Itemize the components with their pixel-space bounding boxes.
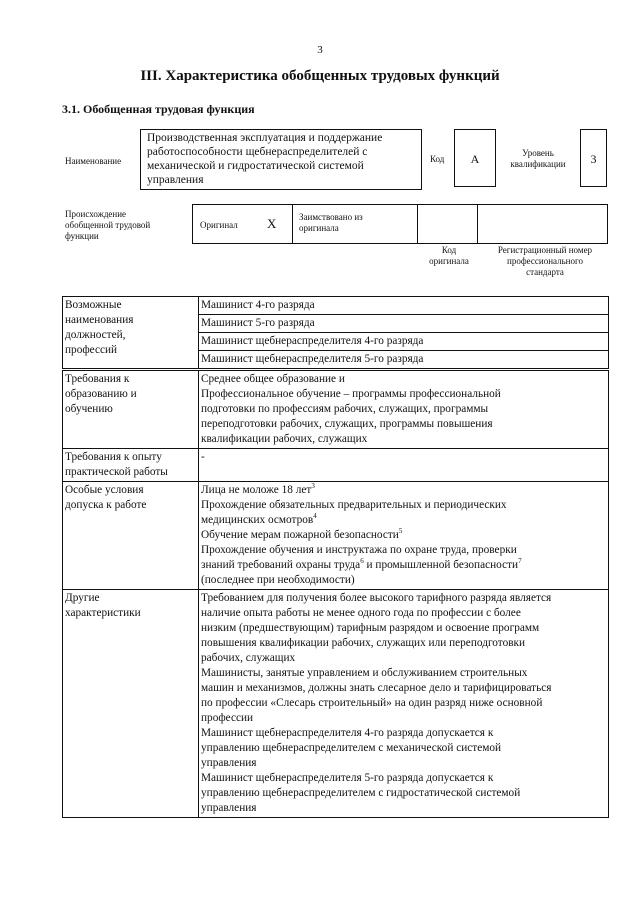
other-line: Машинист щебнераспределителя 5-го разряда допускается к [201,772,494,784]
education-line: подготовки по профессиям рабочих, служащих, программы [201,403,489,415]
positions-table [62,296,609,369]
education-label [63,371,199,449]
education-label-line: Требования к [65,373,130,385]
positions-label-line: должностей, [65,329,126,341]
origin-label-line: обобщенной трудовой [65,220,151,230]
position-item: Машинист щебнераспределителя 5-го разряда [199,351,609,369]
other-line: управлению щебнераспределителем с механической системой [201,742,502,754]
admission-value [199,482,609,590]
other-line: Машинисты, занятые управлением и обслуживанием строительных [201,667,528,679]
other-value [199,590,609,818]
level-label-line: Уровень [522,148,554,158]
admission-label [63,482,199,590]
education-value [199,371,609,449]
admission-line [201,558,606,573]
borrowed-label-line: Заимствовано из [299,212,363,222]
subsection-title: 3.1. Обобщенная трудовая функция [62,102,255,116]
caption-line: профессионального [507,256,583,266]
other-line: машин и механизмов, должны знать слесарное дело и тарифицироваться [201,682,552,694]
code-original-caption [412,245,486,267]
position-item: Машинист 5-го разряда [199,315,609,333]
positions-label-line: наименования [65,314,134,326]
level-value-box: 3 [580,129,607,187]
code-value-box: А [454,129,496,187]
function-name-line: Производственная эксплуатация и поддержание [147,132,383,144]
other-line: управлению щебнераспределителем с гидростатической системой [201,787,521,799]
other-line: Машинист щебнераспределителя 4-го разряда допускается к [201,727,494,739]
positions-label [63,297,199,369]
page-number: 3 [317,44,323,56]
origin-label [65,209,150,242]
function-name-line: управления [147,174,204,186]
admission-line [201,528,606,543]
other-line: рабочих, служащих [201,652,296,664]
admission-line [201,483,606,498]
education-label-line: образованию и [65,388,137,400]
caption-line: Регистрационный номер [497,245,593,255]
other-label [63,590,199,818]
level-label-line: квалификации [510,159,566,169]
experience-row [63,449,609,482]
borrowed-label-line: оригинала [299,223,339,233]
code-label: Код [430,154,445,164]
other-line: профессии [201,712,254,724]
admission-text: Лица не моложе 18 лет [201,484,312,496]
admission-label-line: Особые условия [65,484,144,496]
footnote-ref: 4 [313,512,317,521]
reg-number-caption [484,245,606,278]
admission-text: знаний требований охраны труда [201,559,361,571]
other-line: повышения квалификации рабочих, служащих или переподготовки [201,637,526,649]
education-line: Среднее общее образование и [201,373,345,385]
origin-label-line: функции [65,231,99,241]
other-row [63,590,609,818]
admission-text: и промышленной безопасности [363,559,519,571]
other-line: управления [201,757,257,769]
other-label-line: характеристики [65,607,141,619]
footnote-ref: 6 [360,557,364,566]
footnote-ref: 3 [311,482,315,491]
borrowed-label [299,212,363,234]
origin-table [192,204,608,244]
section-title: III. Характеристика обобщенных трудовых функций [140,68,500,84]
education-label-line: обучению [65,403,113,415]
education-line: переподготовки рабочих, служащих, программы повышения [201,418,493,430]
experience-value: - [199,449,609,482]
admission-line: Прохождение обязательных предварительных и периодических [201,499,507,511]
other-line: наличие опыта работы не менее одного года по профессии с более [201,607,521,619]
admission-text: Обучение мерам пожарной безопасности [201,529,399,541]
position-item: Машинист 4-го разряда [199,297,609,315]
positions-label-line: профессий [65,344,118,356]
education-line: квалификации рабочих, служащих [201,433,368,445]
footnote-ref: 7 [518,557,522,566]
other-line: по профессии «Слесарь строительный» на один разряд ниже основной [201,697,543,709]
original-label: Оригинал [200,220,238,230]
caption-line: оригинала [429,256,469,266]
admission-row [63,482,609,590]
function-name-line: работоспособности щебнераспределителей с [147,146,368,158]
experience-label-line: Требования к опыту [65,451,162,463]
positions-label-line: Возможные [65,299,122,311]
name-label: Наименование [65,156,122,166]
requirements-table [62,370,609,818]
other-line: низким (предшествующим) тарифным разрядом и освоение программ [201,622,540,634]
education-line: Профессиональное обучение – программы профессиональной [201,388,501,400]
other-label-line: Другие [65,592,100,604]
admission-label-line: допуска к работе [65,499,147,511]
experience-label-line: практической работы [65,466,168,478]
caption-line: Код [441,245,457,255]
admission-line: (последнее при необходимости) [201,574,355,586]
origin-label-line: Происхождение [65,209,127,219]
experience-label [63,449,199,482]
admission-line: Прохождение обучения и инструктажа по охране труда, проверки [201,544,517,556]
function-name-box [140,129,422,190]
admission-line [201,513,606,528]
position-item: Машинист щебнераспределителя 4-го разряда [199,333,609,351]
caption-line: стандарта [526,267,564,277]
other-line: управления [201,802,257,814]
other-line: Требованием для получения более высокого тарифного разряда является [201,592,552,604]
footnote-ref: 5 [398,527,403,536]
admission-text: медицинских осмотров [201,514,314,526]
level-label [500,148,576,170]
function-name-line: механической и гидростатической системой [147,160,364,172]
original-mark: X [267,216,277,231]
education-row [63,371,609,449]
